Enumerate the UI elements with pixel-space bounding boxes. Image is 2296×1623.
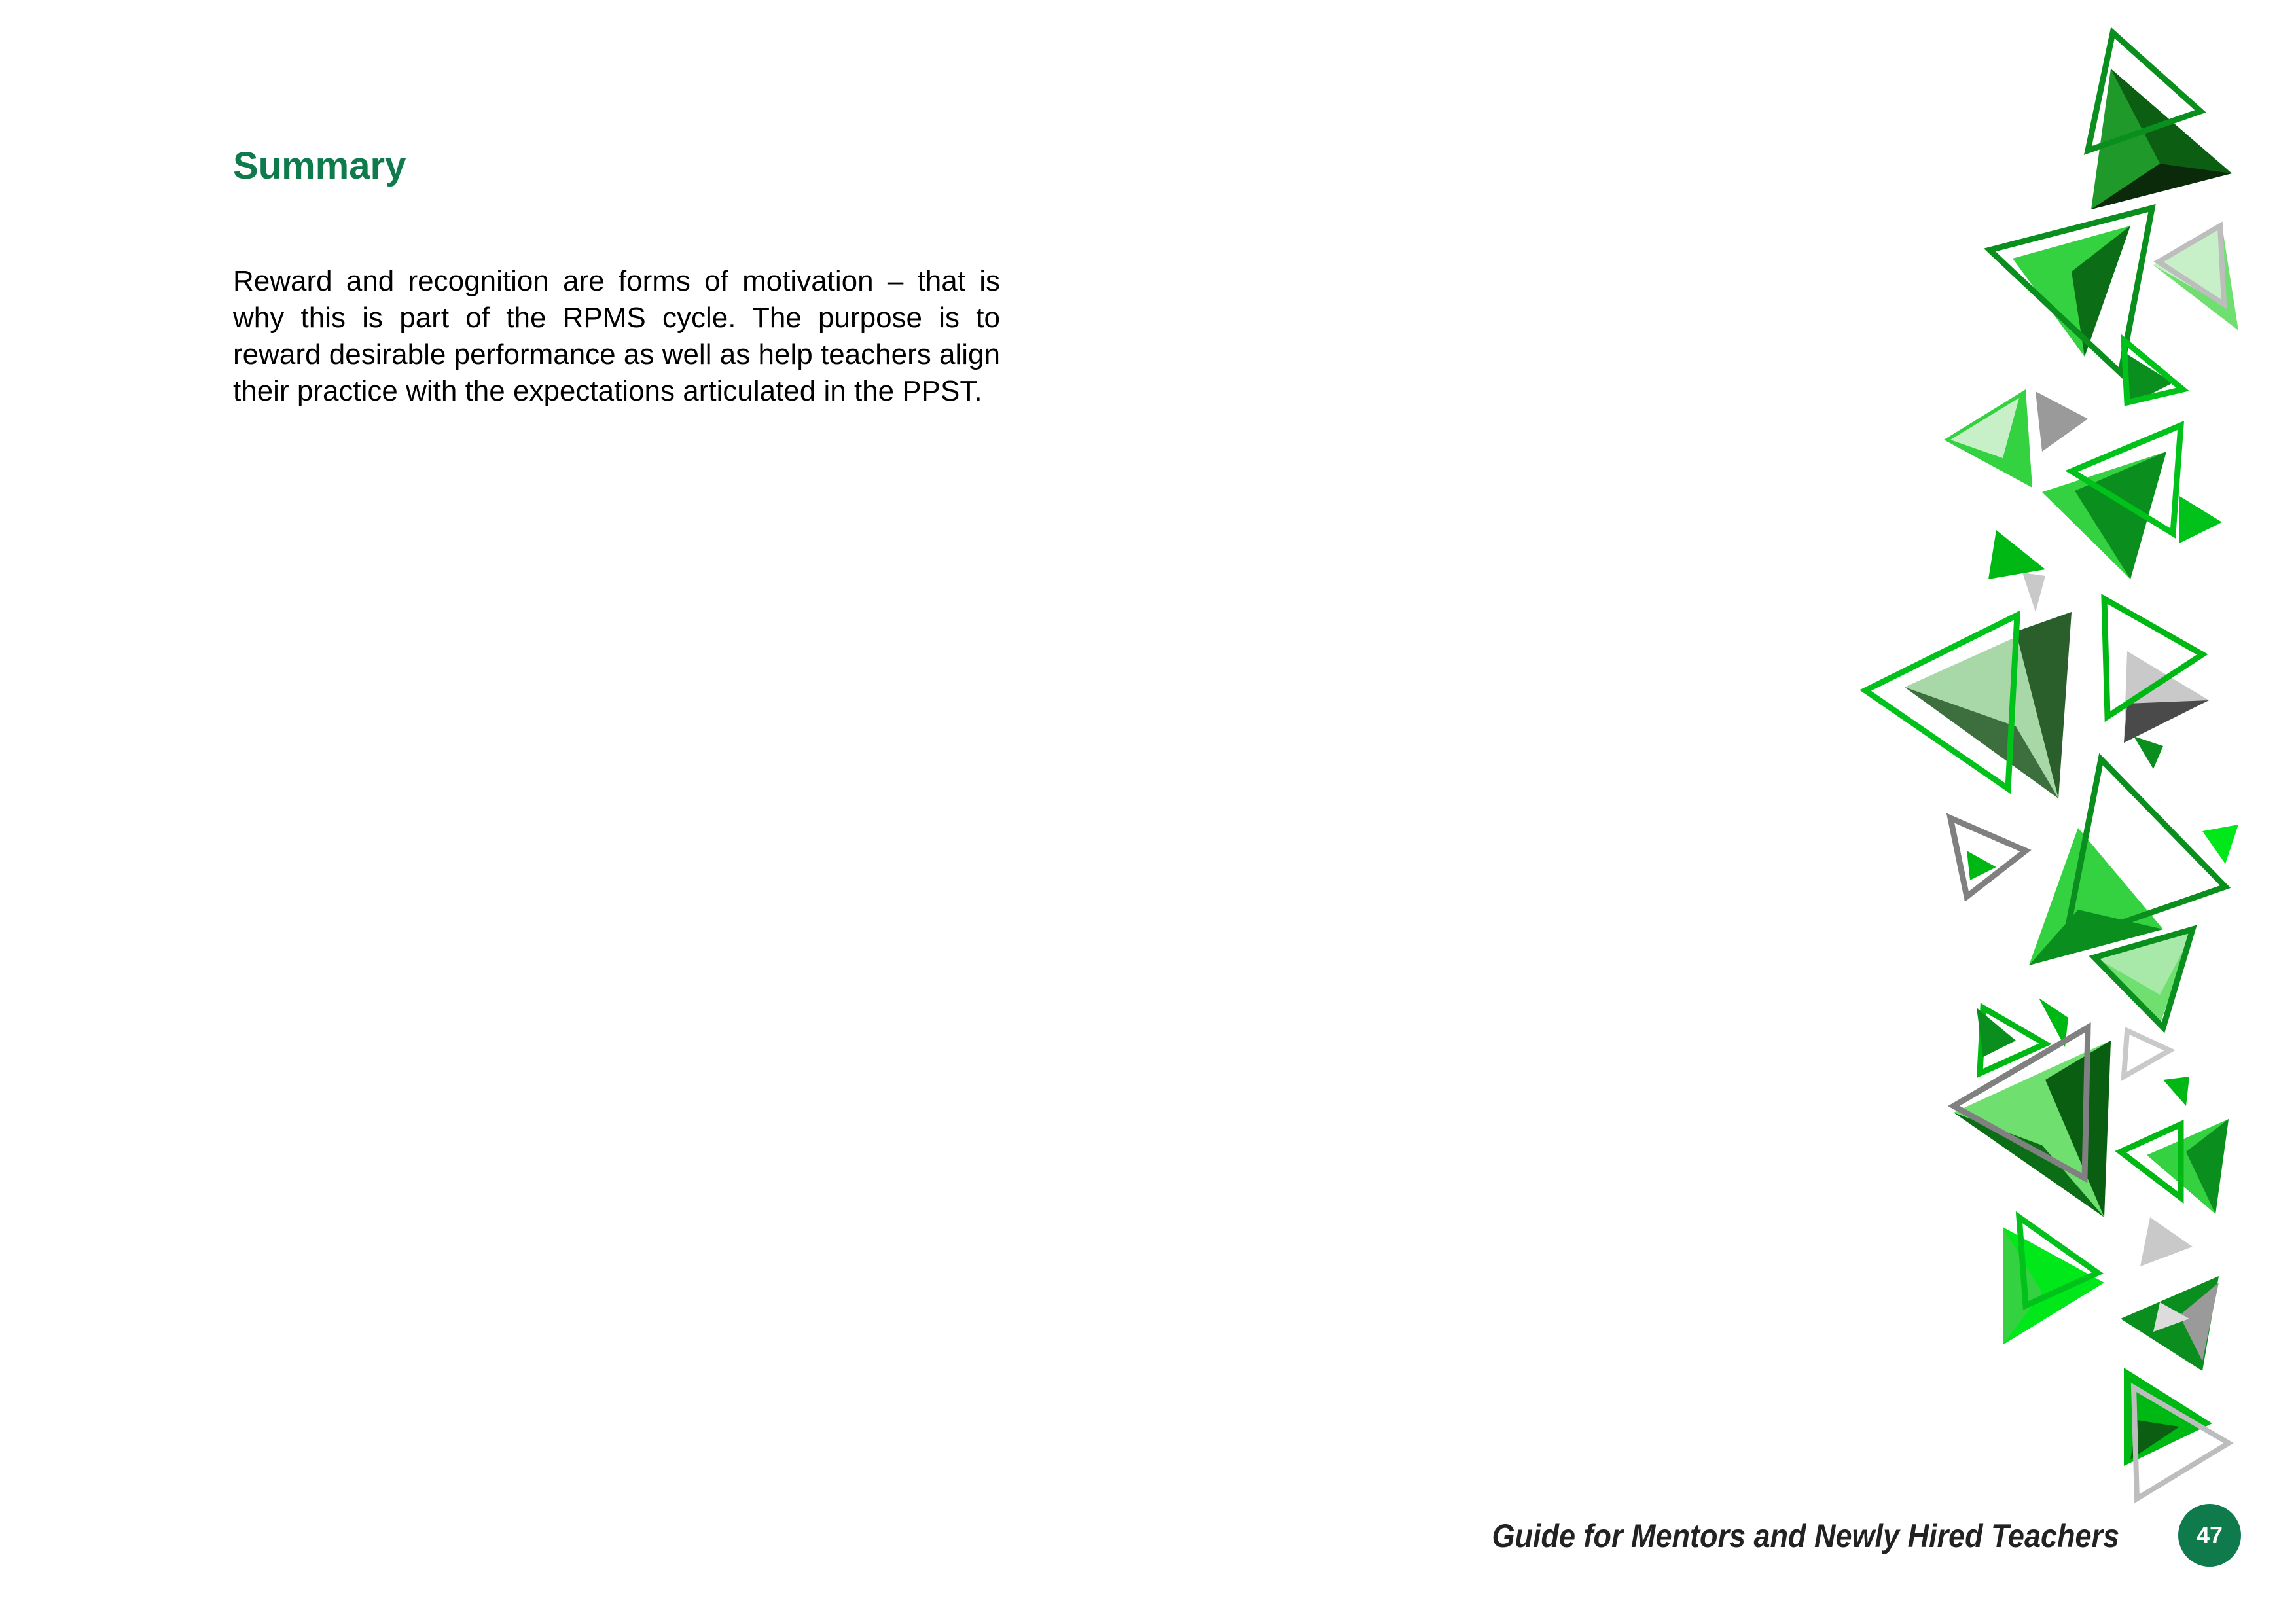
summary-paragraph: Reward and recognition are forms of motivation – that is why this is part of the RPMS cycle. The purpose is to reward desirable performance as well as help teachers align their practice with the expectations articulated in the PPST.: [233, 265, 1000, 407]
page-number: 47: [2196, 1522, 2223, 1548]
page-title: Summary: [233, 145, 406, 187]
footer-guide-title: Guide for Mentors and Newly Hired Teachers: [1492, 1518, 2119, 1554]
page-number-badge: [2178, 1504, 2241, 1567]
triangle-cluster-graphic: [1833, 0, 2296, 1531]
